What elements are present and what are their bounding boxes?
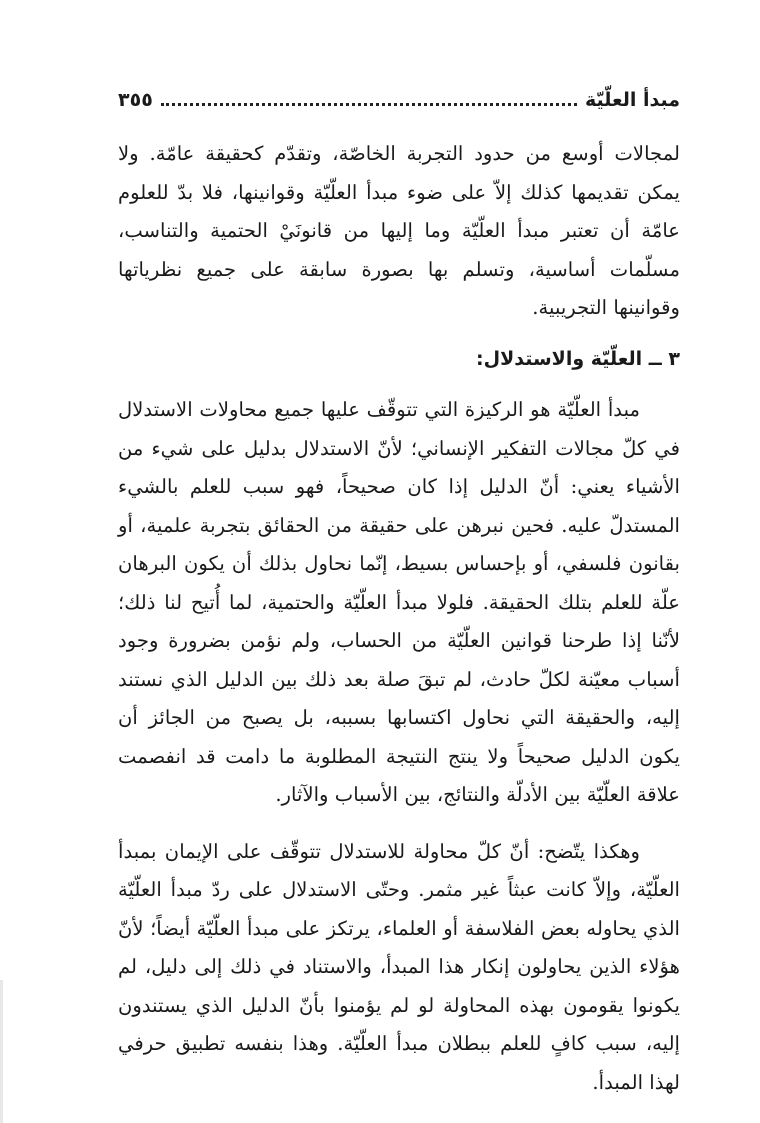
dotted-leader <box>161 103 577 106</box>
section-heading: ٣ ــ العلّيّة والاستدلال: <box>476 347 680 370</box>
paragraph-causality-and-inference: مبدأ العلّيّة هو الركيزة التي تتوقّف عليها جميع محاولات الاستدلال في كلّ مجالات التفكير الإنساني؛ لأنّ الاستدلال بدليل على شيء من الأشياء يعني: أنّ الدليل إذا كان صحيحاً، فهو سبب للعلم بالشيء المستدلّ عليه. فحين نبرهن على حقيقة من الحقائق بتجربة علمية، أو بقانون فلسفي، أو بإحساس بسيط، إنّما نحاول بذلك أن يكون البرهان علّة للعلم بتلك الحقيقة. فلولا مبدأ العلّيّة والحتمية، لما أُتيح لنا ذلك؛ لأنّنا إذا طرحنا قوانين العلّيّة من الحساب، ولم نؤمن بضرورة وجود أسباب معيّنة لكلّ حادث، لم تبقَ صلة بعد ذلك بين الدليل الذي نستند إليه، والحقيقة التي نحاول اكتسابها بسببه، بل يصبح من الجائز أن يكون الدليل صحيحاً ولا ينتج النتيجة المطلوبة ما دامت قد انفصمت علاقة العلّيّة بين الأدلّة والنتائج، بين الأسباب والآثار. <box>118 398 680 806</box>
page-body <box>118 135 680 1102</box>
running-header <box>118 82 680 118</box>
scan-edge-shadow <box>0 980 3 1123</box>
running-title: مبدأ العلّيّة <box>584 89 680 111</box>
paragraph-conclusion: وهكذا يتّضح: أنّ كلّ محاولة للاستدلال تتوقّف على الإيمان بمبدأ العلّيّة، وإلاّ كانت عبثاً غير مثمر. وحتّى الاستدلال على ردّ مبدأ العلّيّة الذي يحاوله بعض الفلاسفة أو العلماء، يرتكز على مبدأ العلّيّة أيضاً؛ لأنّ هؤلاء الذين يحاولون إنكار هذا المبدأ، والاستناد في ذلك إلى دليل، لم يكونوا يقومون بهذه المحاولة لو لم يؤمنوا بأنّ الدليل الذي يستندون إليه، سبب كافٍ للعلم ببطلان مبدأ العلّيّة. وهذا بنفسه تطبيق حرفي لهذا المبدأ. <box>118 839 680 1094</box>
paragraph-continuation: لمجالات أوسع من حدود التجربة الخاصّة، وتقدّم كحقيقة عامّة. ولا يمكن تقديمها كذلك إلاّ على ضوء مبدأ العلّيّة وقوانينها، فلا بدّ للعلوم عامّة أن تعتبر مبدأ العلّيّة وما إليها من قانونَيْ الحتمية والتناسب، مسلّمات أساسية، وتسلم بها بصورة سابقة على جميع نظرياتها وقوانينها التجريبية. <box>118 142 680 319</box>
page-number: ٣٥٥ <box>118 89 153 111</box>
